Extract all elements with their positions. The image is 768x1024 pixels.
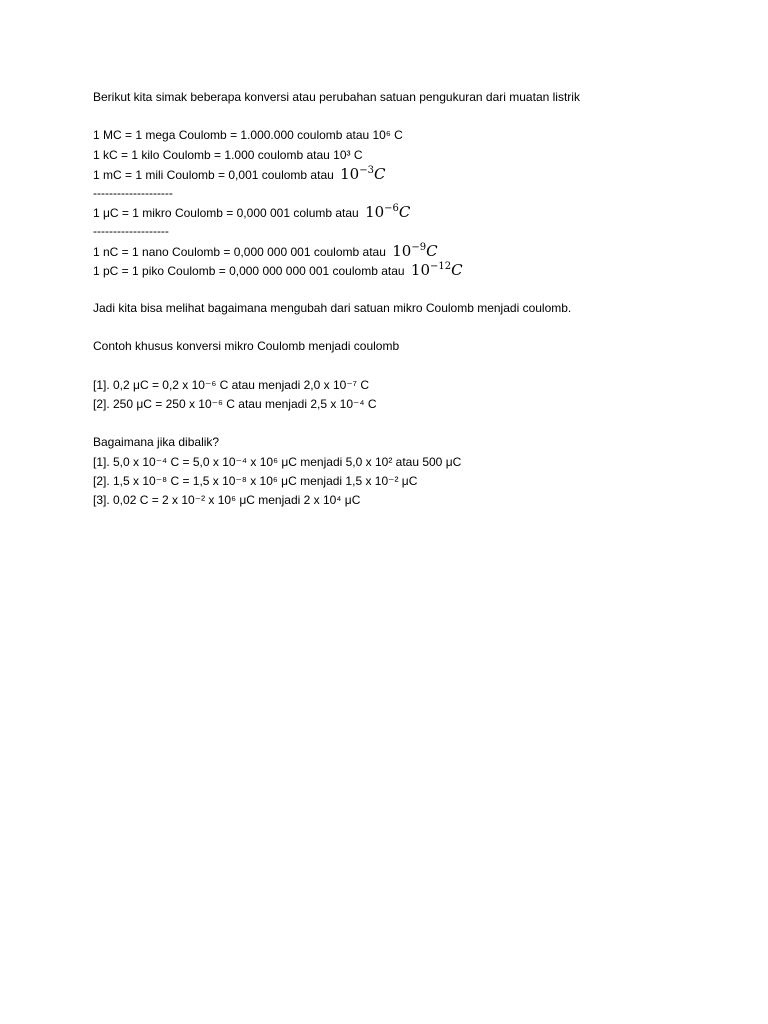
conversion-mega: 1 MC = 1 mega Coulomb = 1.000.000 coulomb atau 10⁶ C [93,128,403,143]
intro-paragraph: Berikut kita simak beberapa konversi atau perubahan satuan pengukuran dari muatan listrik [93,90,580,104]
conversion-mili-text: 1 mC = 1 mili Coulomb = 0,001 coulomb atau [93,167,334,182]
blank-line [93,107,733,126]
blank-line [93,318,733,337]
conversion-kilo: 1 kC = 1 kilo Coulomb = 1.000 coulomb atau 10³ C [93,147,363,162]
conversion-mili-formula: $10^{-3}C$ [340,164,386,183]
conversion-piko [93,261,733,280]
example-item: [1]. 0,2 μC = 0,2 x 10⁻⁶ C atau menjadi 2,0 x 10⁻⁷ C [93,377,370,392]
reverse-heading: Bagaimana jika dibalik? [93,435,220,450]
conversion-nano-formula: $10^{-9}C$ [392,241,438,260]
reverse-example-item: [2]. 1,5 x 10⁻⁸ C = 1,5 x 10⁻⁸ x 10⁶ μC menjadi 1,5 x 10⁻² μC [93,473,418,488]
conversion-piko-formula: $10^{-12}C$ [410,260,463,279]
conversion-mikro [93,203,733,222]
blank-line [93,280,733,299]
separator-line: -------------------- [93,185,173,200]
conversion-mikro-formula: $10^{-6}C$ [365,203,411,222]
conversion-mikro-text: 1 μC = 1 mikro Coulomb = 0,000 001 columb atau [93,206,359,221]
conversion-mili [93,165,733,184]
example-item: [2]. 250 μC = 250 x 10⁻⁶ C atau menjadi 2,5 x 10⁻⁴ C [93,397,377,411]
conversion-piko-text: 1 pC = 1 piko Coulomb = 0,000 000 000 001 coulomb atau [93,263,405,278]
blank-line [93,357,733,376]
conversion-nano [93,242,733,261]
reverse-example-item: [3]. 0,02 C = 2 x 10⁻² x 10⁶ μC menjadi 2 x 10⁴ μC [93,492,361,507]
blank-line [93,414,733,433]
separator-line: ------------------- [93,224,169,239]
conversion-nano-text: 1 nC = 1 nano Coulomb = 0,000 000 001 coulomb atau [93,244,386,259]
document-body [93,88,733,510]
reverse-example-item: [1]. 5,0 x 10⁻⁴ C = 5,0 x 10⁻⁴ x 10⁶ μC menjadi 5,0 x 10² atau 500 μC [93,454,462,469]
example-heading: Contoh khusus konversi mikro Coulomb menjadi coulomb [93,339,400,354]
summary-paragraph: Jadi kita bisa melihat bagaimana mengubah dari satuan mikro Coulomb menjadi coulomb. [93,301,572,316]
